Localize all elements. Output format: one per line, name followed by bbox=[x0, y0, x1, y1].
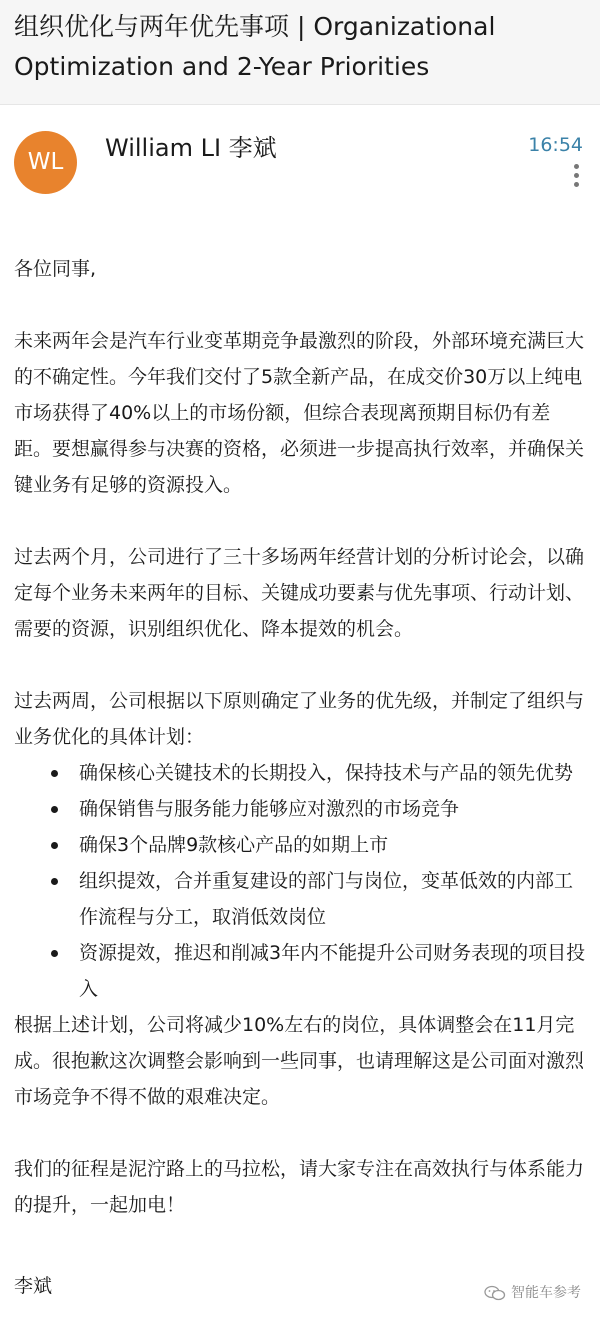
email-time: 16:54 bbox=[528, 134, 583, 156]
more-options-icon[interactable] bbox=[569, 164, 583, 192]
subject-bar bbox=[0, 0, 600, 105]
body-paragraph: 过去两周，公司根据以下原则确定了业务的优先级，并制定了组织与业务优化的具体计划： bbox=[14, 690, 585, 748]
body-paragraph: 根据上述计划，公司将减少10%左右的岗位，具体调整会在11月完成。很抱歉这次调整会影响到一些同事，也请理解这是公司面对激烈市场竞争不得不做的艰难决定。 bbox=[14, 1014, 585, 1108]
signature: 李斌 bbox=[14, 1275, 53, 1297]
body-paragraph: 未来两年会是汽车行业变革期竞争最激烈的阶段，外部环境充满巨大的不确定性。今年我们交付了5款全新产品，在成交价30万以上纯电市场获得了40%以上的市场份额，但综合表现离预期目标仍有差距。要想赢得参与决赛的资格，必须进一步提高执行效率，并确保关键业务有足够的资源投入。 bbox=[14, 330, 585, 496]
wechat-icon bbox=[484, 1285, 506, 1301]
watermark-text: 智能车参考 bbox=[511, 1285, 581, 1301]
list-item: 资源提效，推迟和削减3年内不能提升公司财务表现的项目投入 bbox=[65, 935, 588, 1007]
list-item: 组织提效，合并重复建设的部门与岗位，变革低效的内部工作流程与分工，取消低效岗位 bbox=[65, 863, 588, 935]
body-paragraph: 过去两个月，公司进行了三十多场两年经营计划的分析讨论会，以确定每个业务未来两年的目标、关键成功要素与优先事项、行动计划、需要的资源，识别组织优化、降本提效的机会。 bbox=[14, 546, 585, 640]
priority-list bbox=[14, 755, 588, 1007]
sender-name[interactable]: William LI 李斌 bbox=[105, 134, 277, 162]
list-item: 确保销售与服务能力能够应对激烈的市场竞争 bbox=[65, 791, 588, 827]
closing-paragraph: 我们的征程是泥泞路上的马拉松，请大家专注在高效执行与体系能力的提升，一起加电！ bbox=[14, 1158, 585, 1216]
list-item: 确保核心关键技术的长期投入，保持技术与产品的领先优势 bbox=[65, 755, 588, 791]
email-body bbox=[14, 251, 588, 1259]
greeting: 各位同事, bbox=[14, 258, 97, 280]
watermark bbox=[484, 1282, 581, 1304]
sender-avatar[interactable]: WL bbox=[14, 131, 77, 194]
list-item: 确保3个品牌9款核心产品的如期上市 bbox=[65, 827, 588, 863]
email-subject: 组织优化与两年优先事项 | Organizational Optimization and 2-Year Priorities bbox=[14, 12, 496, 81]
